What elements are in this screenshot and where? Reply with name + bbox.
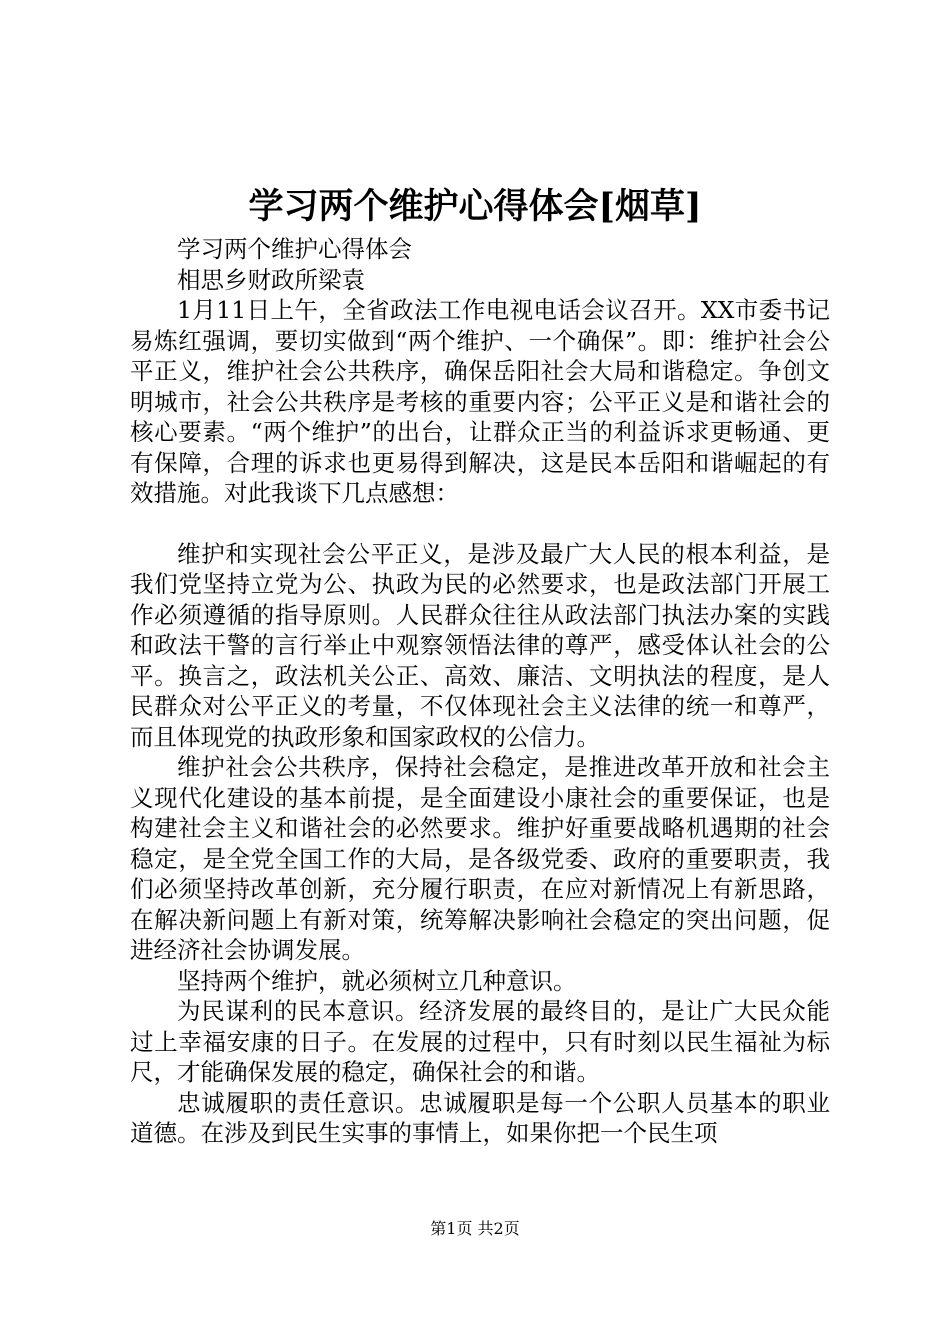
author-paragraph: 相思乡财政所梁袁	[177, 265, 365, 294]
page-number-total: 共2页	[477, 1219, 520, 1238]
body-paragraph: 为民谋利的民本意识。经济发展的最终目的，是让广大民众能过上幸福安康的日子。在发展的过程中，只有时刻以民生福祉为标尺，才能确保发展的稳定，确保社会的和谐。	[130, 997, 830, 1086]
body-paragraph: 1月11日上午，全省政法工作电视电话会议召开。XX市委书记易炼红强调，要切实做到“两个维护、一个确保”。即：维护社会公平正义，维护社会公共秩序，确保岳阳社会大局和谐稳定。争创文明城市，社会公共秩序是考核的重要内容；公平正义是和谐社会的核心要素。“两个维护”的出台，让群众正当的利益诉求更畅通、更有保障，合理的诉求也更易得到解决，这是民本岳阳和谐崛起的有效措施。对此我谈下几点感想：	[130, 296, 830, 507]
body-paragraph: 坚持两个维护，就必须树立几种意识。	[177, 966, 577, 995]
body-paragraph: 维护社会公共秩序，保持社会稳定，是推进改革开放和社会主义现代化建设的基本前提，是全面建设小康社会的重要保证，也是构建社会主义和谐社会的必然要求。维护好重要战略机遇期的社会稳定，是全党全国工作的大局，是各级党委、政府的重要职责，我们必须坚持改革创新，充分履行职责，在应对新情况上有新思路，在解决新问题上有新对策，统筹解决影响社会稳定的突出问题，促进经济社会协调发展。	[130, 753, 830, 964]
document-title: 学习两个维护心得体会[烟草]	[248, 186, 702, 227]
page-number-current: 第1页	[430, 1219, 473, 1238]
subtitle-paragraph: 学习两个维护心得体会	[177, 235, 412, 263]
page-footer	[0, 1218, 950, 1240]
body-paragraph: 维护和实现社会公平正义，是涉及最广大人民的根本利益，是我们党坚持立党为公、执政为民的必然要求，也是政法部门开展工作必须遵循的指导原则。人民群众往往从政法部门执法办案的实践和政法干警的言行举止中观察领悟法律的尊严，感受体认社会的公平。换言之，政法机关公正、高效、廉洁、文明执法的程度，是人民群众对公平正义的考量，不仅体现社会主义法律的统一和尊严，而且体现党的执政形象和国家政权的公信力。	[130, 539, 830, 751]
body-paragraph: 忠诚履职的责任意识。忠诚履职是每一个公职人员基本的职业道德。在涉及到民生实事的事情上，如果你把一个民生项	[130, 1088, 830, 1147]
document-body	[130, 234, 830, 1149]
